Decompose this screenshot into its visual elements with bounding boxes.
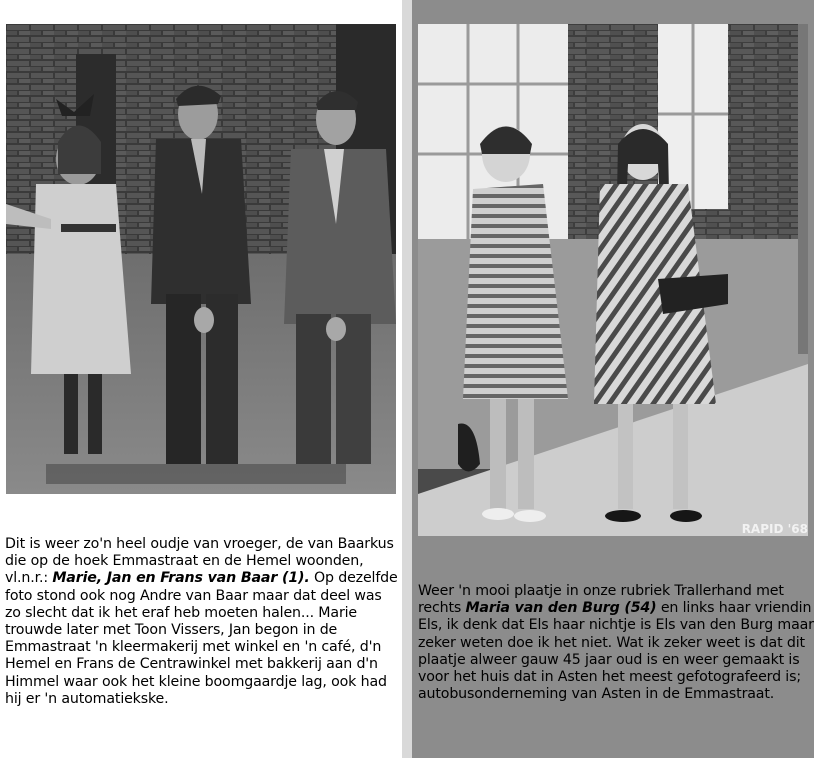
caption-left-text-end: Op dezelfde foto stond ook nog Andre van Baar maar dat deel was zo slecht dat ik het eraf heb moeten halen... Marie trouwde later met Toon Vissers, Jan begon in de Emmastraat 'n kleermakerij met winkel en 'n café, d'n Hemel en Frans de Centrawinkel met bakkerij aan d'n Himmel waar ook het kleine boomgaardje lag, ook had hij er 'n automatiekske. [5, 570, 398, 707]
column-divider [402, 0, 412, 758]
photo-two-girls [418, 24, 808, 536]
caption-right [418, 583, 814, 703]
caption-right-name: Maria van den Burg (54) [465, 600, 657, 617]
caption-left-names: Marie, Jan en Frans van Baar (1). [52, 570, 310, 587]
photo-stamp: RAPID '68 [741, 522, 808, 536]
caption-left [5, 536, 400, 708]
right-panel [412, 0, 814, 758]
caption-right-text-end: en links haar vriendin Els, ik denk dat Els haar nichtje is Els van den Burg maar zeker weten doe ik het niet. Wat ik zeker weet is dat dit plaatje alweer gauw 45 jaar oud is en weer gemaakt is voor het huis dat in Asten het meest gefotografeerd is; autobusonderneming van Asten in de Emmastraat. [418, 600, 814, 703]
left-panel [0, 0, 402, 758]
family-photo-van-baar [6, 24, 396, 494]
caption-right-text-start: Weer 'n mooi plaatje in onze rubriek Trallerhand met rechts [418, 583, 784, 617]
caption-left-text-start: Dit is weer zo'n heel oudje van vroeger, de van Baarkus die op de hoek Emmastraat en de Hemel woonden, vl.n.r.: [5, 536, 394, 587]
